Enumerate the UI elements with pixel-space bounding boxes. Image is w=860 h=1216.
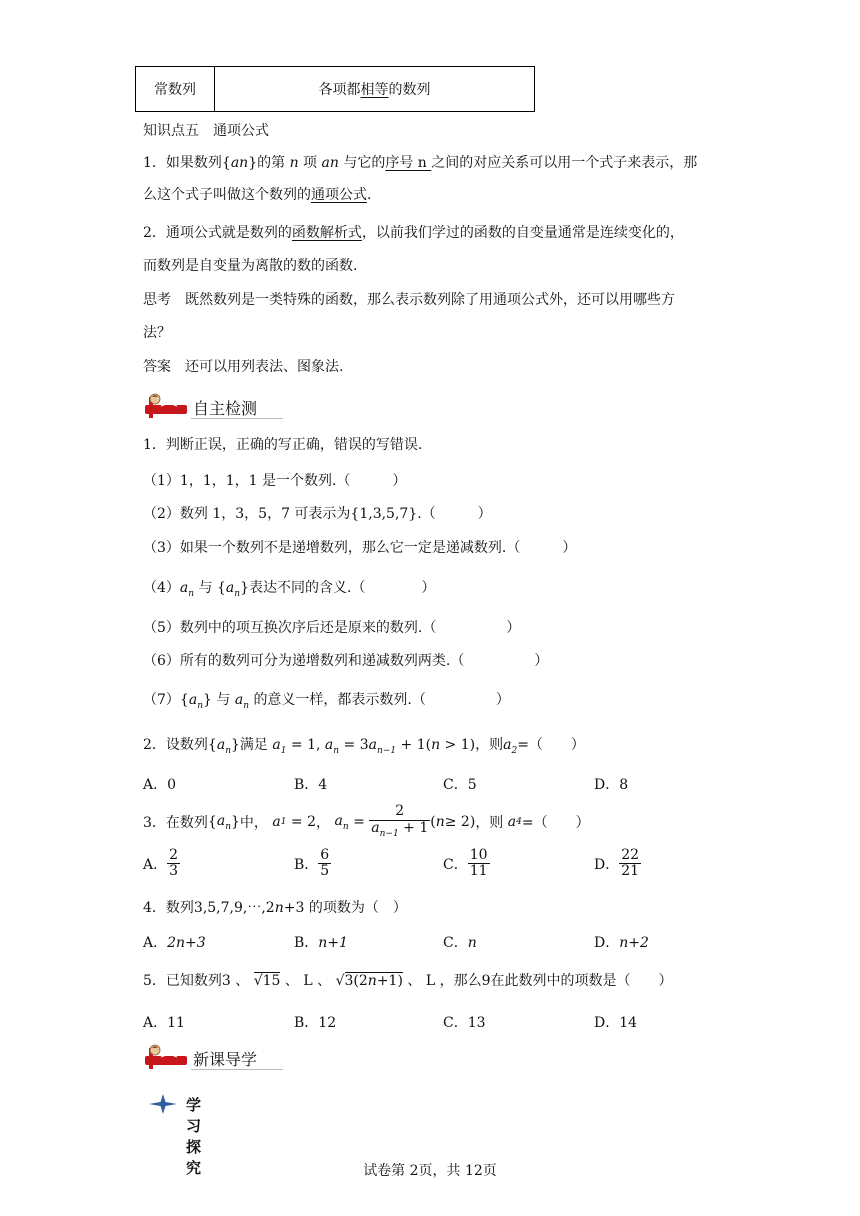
answer-line: 答案 还可以用列表法、图象法. bbox=[143, 359, 344, 375]
banner-new-lesson bbox=[143, 1043, 283, 1073]
definition-table bbox=[135, 66, 535, 112]
q5-option-a[interactable]: A．11 bbox=[143, 1015, 185, 1031]
q3-option-c[interactable]: C． $\frac{10}{11}$ bbox=[443, 847, 488, 880]
knowledge-p1-line1: 1．如果数列{an}的第 n 项 an 与它的序号 n 之间的对应关系可以用一个式子来表示，那 bbox=[143, 155, 698, 171]
think-line2: 法？ bbox=[143, 325, 171, 341]
table-term-cell: 常数列 bbox=[136, 67, 215, 111]
q2-option-c[interactable]: C．5 bbox=[443, 777, 477, 793]
q5-option-c[interactable]: C．13 bbox=[443, 1015, 486, 1031]
banner-self-check bbox=[143, 392, 283, 422]
q1-item-4: $(4)a_n$ 与 $\{a_n\}$表达不同的含义.（ ） bbox=[143, 580, 436, 599]
knowledge-p1-line2: 么这个式子叫做这个数列的通项公式. bbox=[143, 187, 372, 203]
banner-title: 新课导学 bbox=[193, 1050, 258, 1069]
table-definition-cell bbox=[215, 67, 534, 111]
q4-option-b[interactable]: B．n+1 bbox=[294, 935, 348, 951]
banner-underline bbox=[191, 418, 283, 419]
definition-underlined: 相等 bbox=[360, 82, 389, 98]
q5-option-b[interactable]: B．12 bbox=[294, 1015, 337, 1031]
q2-option-d[interactable]: D．8 bbox=[594, 777, 629, 793]
q3-fraction: $\frac{2}{a_{n-1} + 1}$ bbox=[371, 803, 429, 839]
q3-option-d[interactable]: D． $\frac{22}{21}$ bbox=[594, 847, 640, 880]
q2-option-a[interactable]: A．0 bbox=[143, 777, 177, 793]
banner-title: 自主检测 bbox=[193, 399, 258, 418]
q4-option-a[interactable]: A．2n+3 bbox=[143, 935, 206, 951]
q1-item-3: （3）如果一个数列不是递增数列，那么它一定是递减数列.（ ） bbox=[143, 540, 577, 556]
q1-item-7: $(7)\{a_n\}$ 与 $a_n$ 的意义一样，都表示数列.（ ） bbox=[143, 692, 510, 711]
knowledge-p2-line2: 而数列是自变量为离散的数的函数. bbox=[143, 258, 358, 274]
q3-stem: 3．在数列 { $a_n$ } 中， a 1 = 2 ， $a_n$ = $\frac{2}{a_{n-1} + 1}$ ( n ≥ 2) ，则 a 4 =（ ） bbox=[143, 803, 590, 839]
definition-text: 各项都 bbox=[318, 82, 361, 98]
q1-item-5: （5）数列中的项互换次序后还是原来的数列.（ ） bbox=[143, 620, 521, 636]
q3-option-a[interactable]: A． $\frac{2}{3}$ bbox=[143, 847, 179, 880]
knowledge-p2-line1: 2．通项公式就是数列的函数解析式，以前我们学过的函数的自变量通常是连续变化的， bbox=[143, 225, 684, 241]
page-footer: 试卷第 2页，共 12页 bbox=[363, 1163, 497, 1179]
q4-option-d[interactable]: D．n+2 bbox=[594, 935, 649, 951]
q2-stem: 2．设数列$\{a_n\}$满足 $a_1 = 1$, $a_n = 3a_{n-1} + 1(n > 1)$，则$a_2=$（ ） bbox=[143, 737, 585, 756]
q1-stem: 1．判断正误，正确的写正确，错误的写错误. bbox=[143, 437, 423, 453]
section-title: 学习探究 bbox=[186, 1096, 202, 1177]
q4-option-c[interactable]: C．n bbox=[443, 935, 477, 951]
q5-option-d[interactable]: D．14 bbox=[594, 1015, 638, 1031]
q4-stem: 4．数列3,5,7,9,⋯,2n+3 的项数为（ ） bbox=[143, 900, 407, 916]
cartoon-reading-logo-icon bbox=[143, 392, 191, 420]
q2-option-b[interactable]: B．4 bbox=[294, 777, 328, 793]
definition-text-end: 的数列 bbox=[388, 82, 431, 98]
q5-stem: 5．已知数列3 、 √15 、 L 、 √3(2n+1) 、 L ，那么9在此数列中的项数是（ ） bbox=[143, 973, 673, 989]
banner-underline bbox=[191, 1069, 283, 1070]
cartoon-reading-logo-icon bbox=[143, 1043, 191, 1071]
q3-option-b[interactable]: B． $\frac{6}{5}$ bbox=[294, 847, 330, 880]
think-line1: 思考 既然数列是一类特殊的函数，那么表示数列除了用通项公式外，还可以用哪些方 bbox=[143, 292, 675, 308]
q1-item-1: （1）1，1，1，1 是一个数列.（ ） bbox=[143, 473, 407, 489]
q1-item-6: （6）所有的数列可分为递增数列和递减数列两类.（ ） bbox=[143, 653, 549, 669]
q1-item-2: （2）数列 1，3，5，7 可表示为{1,3,5,7}.（ ） bbox=[143, 506, 492, 522]
four-point-star-icon bbox=[148, 1093, 178, 1115]
knowledge-heading: 知识点五 通项公式 bbox=[143, 123, 269, 139]
